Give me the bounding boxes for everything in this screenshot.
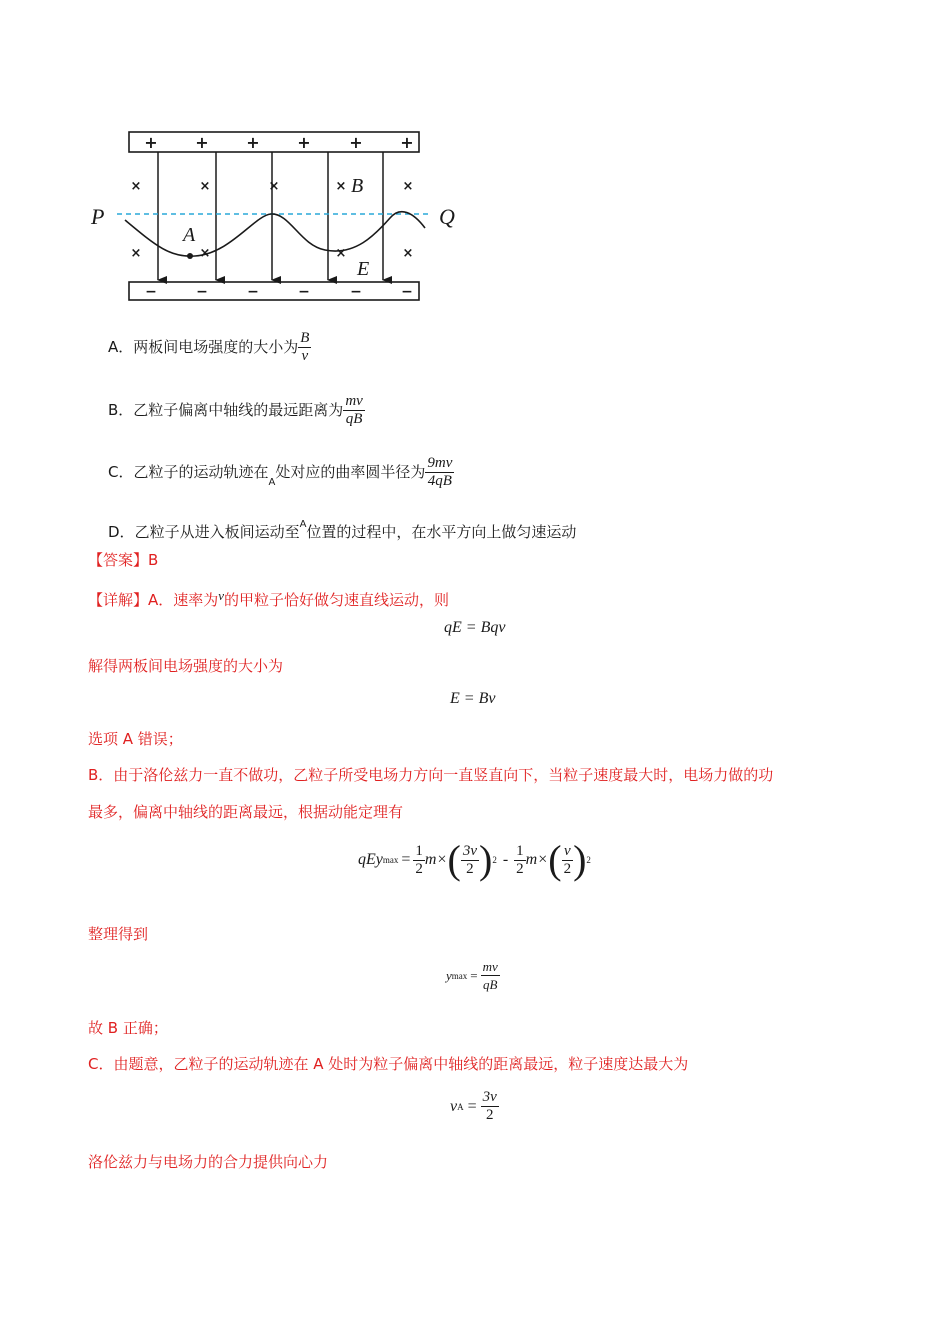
option-b-fraction — [343, 393, 365, 428]
cross-4: × — [335, 179, 347, 194]
cross-1: × — [130, 179, 142, 194]
plus-sign-1: + — [144, 133, 158, 152]
option-c-mark: A — [268, 477, 276, 488]
equation-4 — [446, 958, 500, 993]
option-c — [108, 455, 454, 493]
minus-signs — [145, 284, 413, 300]
frac-den: 2 — [466, 860, 474, 877]
option-a-letter: A． — [108, 338, 134, 356]
frac-num: mv — [482, 959, 498, 974]
cross-6: × — [130, 246, 142, 261]
option-d-mark: A — [299, 519, 307, 530]
detail-line-7: 故 B 正确； — [88, 1019, 168, 1037]
cross-9: × — [402, 246, 414, 261]
minus-sign-1: − — [145, 284, 157, 300]
eq5-fraction — [481, 1089, 499, 1124]
equation-2: E = Bv — [450, 690, 496, 707]
option-d-text1: 乙粒子从进入板间运动至 — [134, 523, 300, 541]
option-c-fraction — [425, 455, 454, 490]
option-a-text: 两板间电场强度的大小为 — [133, 338, 299, 356]
cross-8: × — [335, 246, 347, 261]
plus-sign-3: + — [246, 133, 260, 152]
detail-head — [88, 586, 449, 610]
eq3-rparen-1: ) — [479, 837, 493, 882]
plus-sign-4: + — [297, 133, 311, 152]
equation-3 — [358, 836, 591, 884]
option-d-letter: D． — [108, 523, 135, 541]
frac-den: 2 — [563, 860, 572, 877]
eq3-lparen-1: ( — [447, 837, 461, 882]
option-b — [108, 393, 365, 428]
frac-den: 2 — [485, 1107, 494, 1123]
detail-line-5: 最多，偏离中轴线的距离最远，根据动能定理有 — [88, 803, 404, 821]
minus-sign-4: − — [298, 284, 310, 300]
detail-head-tail: 的甲粒子恰好做匀速直线运动，则 — [224, 591, 450, 609]
detail-line-6: 整理得到 — [88, 925, 149, 943]
detail-line-2: 解得两板间电场强度的大小为 — [88, 657, 284, 675]
particle-trajectory — [125, 212, 425, 257]
frac-num: mv — [345, 393, 363, 409]
option-a — [108, 330, 311, 365]
cross-5: × — [402, 179, 414, 194]
eq4-lhs-sub: max — [451, 970, 468, 981]
eq1-rhs: = Bqv — [465, 619, 506, 636]
minus-sign-5: − — [350, 284, 362, 300]
eq3-power-1: 2 — [492, 855, 497, 865]
label-e: E — [357, 258, 370, 280]
detail-line-3: 选项 A 错误； — [88, 730, 183, 748]
frac-den: v — [301, 348, 309, 364]
option-c-letter: C． — [108, 463, 134, 481]
answer-line: 【答案】B — [88, 551, 159, 569]
option-b-text: 乙粒子偏离中轴线的最远距离为 — [133, 401, 344, 419]
detail-head-text: 【详解】A．速率为 — [88, 591, 219, 609]
eq3-fraction-1 — [461, 843, 479, 878]
eq5-lhs: v — [450, 1097, 458, 1115]
negative-plate — [129, 282, 419, 300]
frac-den: qB — [345, 411, 363, 427]
label-q: Q — [439, 204, 455, 229]
minus-sign-2: − — [196, 284, 208, 300]
positive-plate — [129, 132, 419, 152]
option-c-text1: 乙粒子的运动轨迹在 — [133, 463, 269, 481]
frac-den: 2 — [415, 860, 423, 877]
frac-num: 3v — [482, 1089, 497, 1105]
frac-den: 4qB — [427, 473, 452, 489]
plus-sign-6: + — [400, 133, 414, 152]
plus-sign-5: + — [349, 133, 363, 152]
frac-num: B — [300, 330, 310, 346]
minus-sign-6: − — [401, 284, 413, 300]
eq3-lhs-sub: max — [382, 855, 399, 865]
frac-num: 9mv — [427, 455, 453, 471]
frac-num: v — [563, 842, 571, 859]
eq3-equals: = — [401, 851, 411, 868]
eq3-m-1: m — [424, 851, 437, 868]
frac-num: 1 — [516, 842, 524, 859]
equation-1 — [444, 619, 505, 637]
eq3-times-1: × — [437, 851, 447, 868]
point-a-dot — [187, 253, 193, 259]
eq3-power-2: 2 — [586, 855, 591, 865]
eq4-fraction — [481, 958, 500, 993]
detail-line-9: 洛伦兹力与电场力的合力提供向心力 — [88, 1153, 329, 1171]
eq4-equals: = — [470, 967, 478, 983]
field-diagram — [85, 120, 475, 310]
option-d — [108, 515, 576, 542]
eq4-lhs: y — [446, 967, 452, 983]
label-a: A — [183, 224, 196, 246]
eq3-lparen-2: ( — [548, 837, 562, 882]
frac-den: 2 — [516, 860, 524, 877]
option-c-text2: 处对应的曲率圆半径为 — [275, 463, 426, 481]
frac-num: 3v — [462, 842, 477, 859]
eq5-lhs-sub: A — [457, 1101, 464, 1112]
frac-den: qB — [482, 977, 498, 992]
option-d-text2: 位置的过程中，在水平方向上做匀速运动 — [306, 523, 577, 541]
detail-line-8: C．由题意，乙粒子的运动轨迹在 A 处时为粒子偏离中轴线的距离最远，粒子速度达最大为 — [88, 1055, 689, 1073]
eq3-rparen-2: ) — [573, 837, 587, 882]
option-a-fraction — [298, 330, 311, 365]
eq3-lhs: qEy — [358, 851, 383, 868]
minus-sign-3: − — [247, 284, 259, 300]
cross-7: × — [199, 246, 211, 261]
eq3-times-2: × — [538, 851, 548, 868]
detail-line-4: B．由于洛伦兹力一直不做功，乙粒子所受电场力方向一直竖直向下，当粒子速度最大时，电场力做的功 — [88, 766, 774, 784]
detail-head-v: v — [218, 588, 225, 603]
cross-2: × — [199, 179, 211, 194]
frac-num: 1 — [415, 842, 423, 859]
cross-3: × — [268, 179, 280, 194]
eq3-m-2: m — [525, 851, 538, 868]
plus-signs — [144, 133, 413, 152]
eq1-lhs: qE — [444, 619, 462, 636]
eq3-half-1 — [413, 843, 425, 878]
eq3-minus: - — [502, 851, 509, 868]
eq3-half-2 — [514, 843, 526, 878]
label-b: B — [351, 175, 364, 197]
electric-field-lines — [158, 152, 383, 280]
option-b-letter: B． — [108, 401, 134, 419]
eq3-fraction-2 — [562, 843, 574, 878]
plus-sign-2: + — [195, 133, 209, 152]
label-p: P — [91, 204, 105, 229]
eq5-equals: = — [467, 1097, 477, 1115]
equation-5 — [450, 1089, 499, 1124]
